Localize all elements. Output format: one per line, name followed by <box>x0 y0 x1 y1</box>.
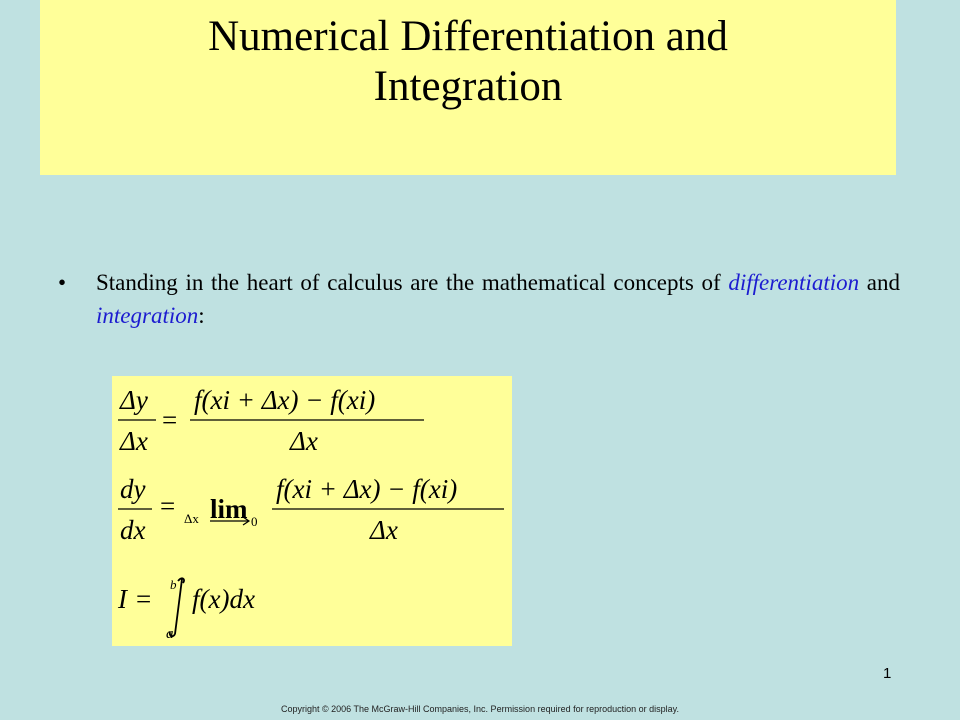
bullet-text <box>96 266 900 332</box>
equation-difference-quotient <box>118 385 424 456</box>
term-integration: integration <box>96 303 199 328</box>
eq1-den: Δx <box>120 426 148 456</box>
eq3-lhs: I <box>118 584 127 614</box>
title-box <box>40 0 896 175</box>
equation-integral <box>117 577 255 642</box>
eq3-integrand: f(x)dx <box>192 584 255 614</box>
bullet-item <box>58 266 900 332</box>
bullet-pre: Standing in the heart of calculus are the mathematical concepts of <box>96 270 729 295</box>
eq1-equals: = <box>162 405 178 435</box>
title-line-1: Numerical Differentiation and <box>208 13 728 60</box>
eq2-rhs-den: Δx <box>370 515 398 545</box>
eq3-equals: = <box>136 584 152 614</box>
eq2-den: dx <box>120 515 146 545</box>
copyright-notice: Copyright © 2006 The McGraw-Hill Companies, Inc. Permission required for reproduction or display. <box>281 704 679 714</box>
eq2-lim-sub-var: Δx <box>184 511 199 526</box>
title-line-2: Integration <box>373 63 563 110</box>
eq3-upper-limit: b <box>170 577 177 592</box>
eq2-equals: = <box>160 491 176 521</box>
eq1-rhs-num: f(xi + Δx) − f(xi) <box>194 385 376 415</box>
equations-svg <box>112 376 512 646</box>
eq3-lower-limit: a <box>166 626 174 642</box>
eq2-rhs-num: f(xi + Δx) − f(xi) <box>276 474 458 504</box>
bullet-post: : <box>198 303 205 328</box>
equation-box <box>112 376 512 646</box>
slide-title <box>40 12 896 112</box>
bullet-marker: • <box>58 270 67 295</box>
bullet-mid: and <box>859 270 900 295</box>
eq2-lim: lim <box>210 494 248 524</box>
eq1-num: Δy <box>120 385 148 415</box>
eq2-num: dy <box>120 474 146 504</box>
equation-derivative-limit <box>118 474 504 545</box>
eq2-lim-sub-to: 0 <box>251 514 258 529</box>
eq1-rhs-den: Δx <box>290 426 318 456</box>
page-number: 1 <box>883 665 892 682</box>
term-differentiation: differentiation <box>728 270 860 295</box>
